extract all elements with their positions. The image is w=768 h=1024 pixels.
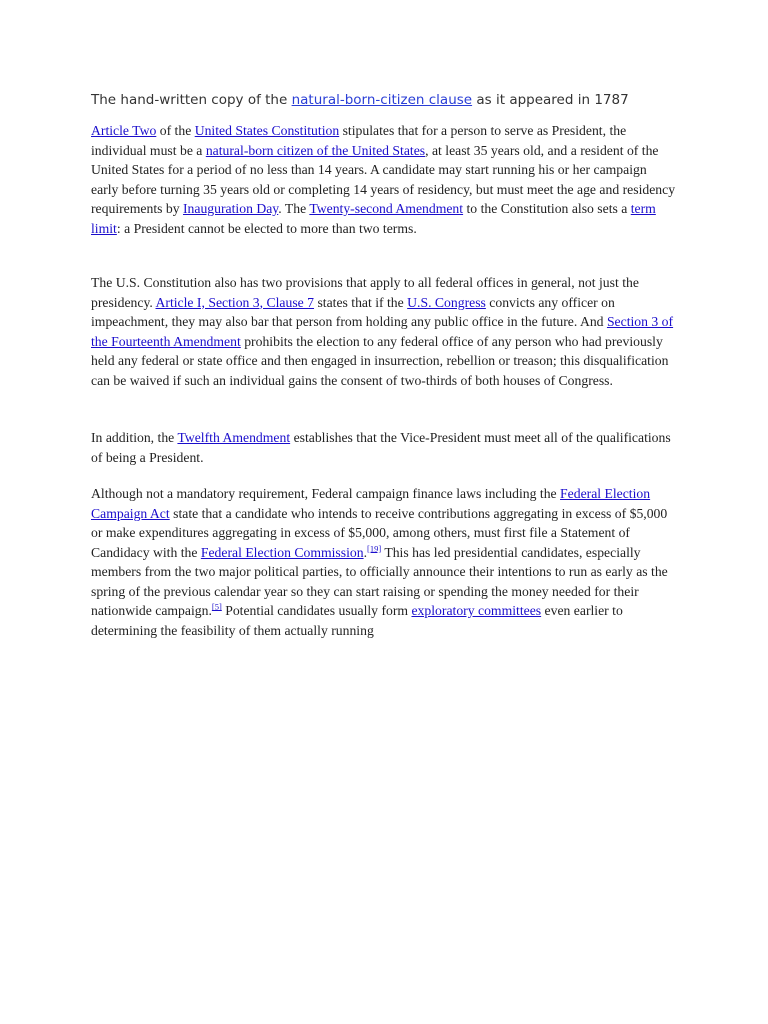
body-text: .	[363, 544, 367, 560]
inline-link[interactable]: Twelfth Amendment	[177, 430, 291, 445]
paragraph-vice-president	[91, 428, 676, 467]
caption-text-before: The hand-written copy of the	[91, 92, 292, 108]
paragraph-eligibility	[91, 121, 676, 238]
inline-link[interactable]: term limit	[91, 201, 656, 236]
body-text: Although not a mandatory requirement, Federal campaign finance laws including the	[91, 486, 561, 501]
body-text: to the Constitution also sets a	[463, 201, 631, 216]
body-text: prohibits the election to any federal office of any person who had previously held any federal or state office and then engaged in insurrection, rebellion or treason; this disqualification can be waived if such an individual gains the consent of two-thirds of both houses of Congress.	[91, 333, 669, 388]
inline-link[interactable]: Article Two	[91, 123, 157, 138]
body-text: The U.S. Constitution also has two provisions that apply to all federal offices in general, not just the presidency.	[91, 275, 639, 310]
inline-link[interactable]: Federal Election Campaign Act	[91, 486, 651, 521]
body-text: In addition, the	[91, 430, 178, 445]
paragraph-federal-offices	[91, 273, 676, 390]
inline-link[interactable]: Federal Election Commission	[200, 544, 364, 560]
caption-text-after: as it appeared in 1787	[472, 92, 629, 108]
body-text: , at least 35 years old, and a resident of the United States for a period of no less than 14 years. A candidate may start running his or her campaign early before turning 35 years old or completing 14 years of residency, but must meet the age and residency requirements by	[91, 142, 676, 216]
inline-link[interactable]: Article I, Section 3, Clause 7	[155, 294, 315, 310]
citation-link[interactable]: [19]	[367, 542, 382, 553]
body-text: . The	[278, 201, 310, 216]
inline-link[interactable]: natural-born citizen of the United States	[205, 142, 426, 158]
body-text: state that a candidate who intends to receive contributions aggregating in excess of $5,000 or make expenditures aggregating in excess of $5,000, among others, must first file a Statement of Candidacy with the	[91, 505, 668, 560]
body-text: : a President cannot be elected to more than two terms.	[116, 220, 417, 236]
body-text: of the	[156, 123, 195, 138]
citation-superscript	[212, 601, 222, 611]
inline-link[interactable]: U.S. Congress	[407, 294, 486, 310]
inline-link[interactable]: exploratory committees	[411, 603, 542, 618]
inline-link[interactable]: Twenty-second Amendment	[309, 201, 464, 216]
body-text: states that if the	[314, 294, 408, 310]
body-text: convicts any officer on impeachment, they may also bar that person from holding any public office in the future. And	[91, 294, 615, 329]
body-text: This has led presidential candidates, especially members from the two major political parties, to officially announce their intentions to run as early as the spring of the previous calendar year so they can start raising or spending the money needed for their nationwide campaign.	[91, 544, 668, 618]
inline-link[interactable]: Inauguration Day	[182, 201, 279, 216]
body-text: establishes that the Vice-President must meet all of the qualifications of being a President.	[91, 430, 671, 465]
body-text: stipulates that for a person to serve as President, the individual must be a	[91, 123, 627, 158]
citation-superscript	[367, 543, 381, 553]
caption-link[interactable]: natural-born-citizen clause	[291, 92, 473, 108]
inline-link[interactable]: Section 3 of the Fourteenth Amendment	[91, 314, 674, 349]
paragraph-campaign-finance	[91, 484, 676, 640]
citation-link[interactable]: [5]	[211, 601, 222, 612]
body-text: Potential candidates usually form	[221, 603, 412, 618]
body-text: even earlier to determining the feasibility of them actually running	[91, 603, 623, 638]
image-caption	[91, 89, 711, 111]
inline-link[interactable]: United States Constitution	[194, 123, 340, 138]
